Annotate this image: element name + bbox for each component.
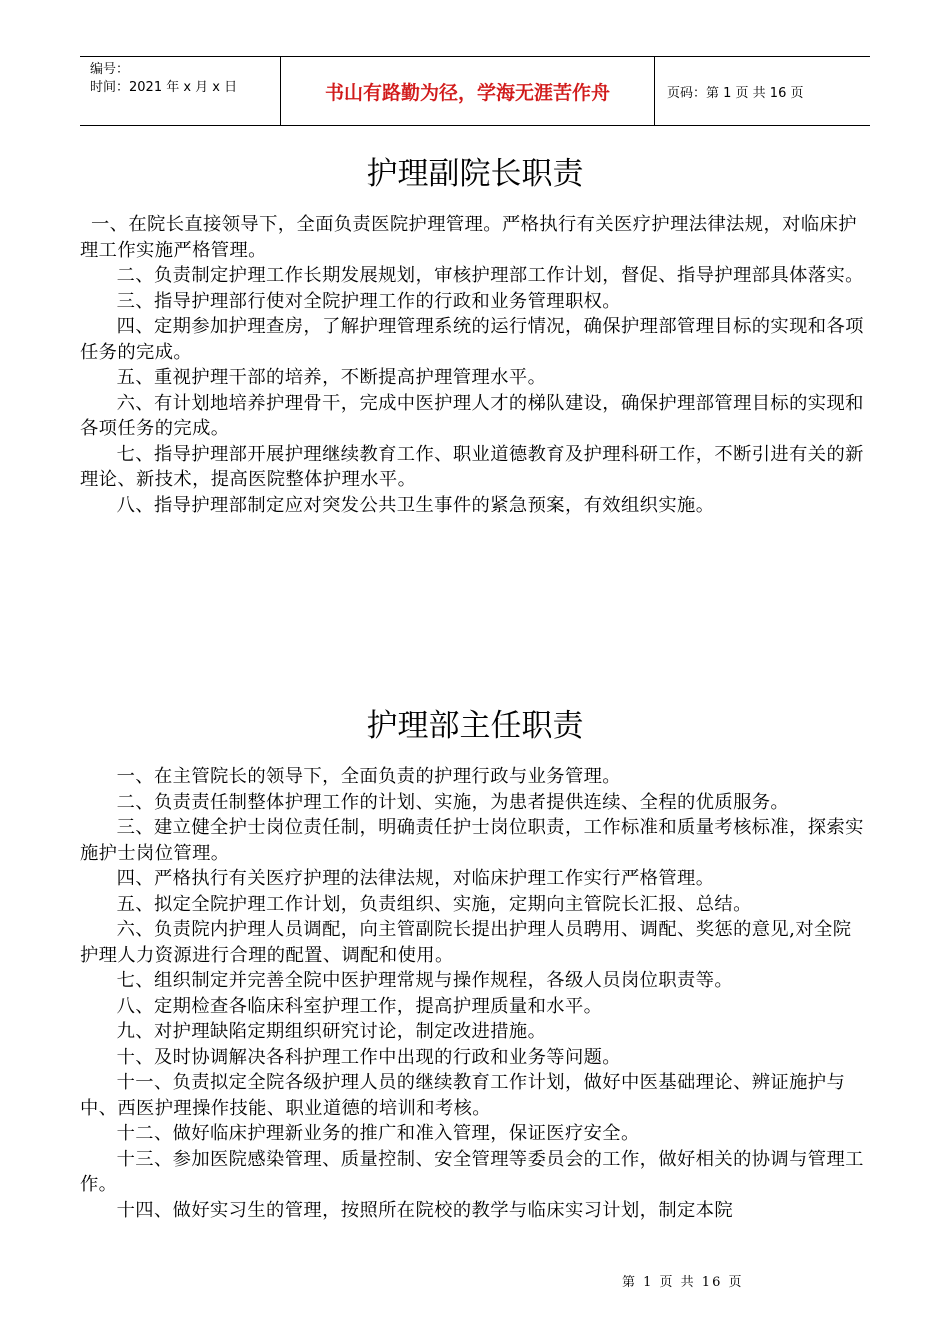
duty-paragraph: 四、严格执行有关医疗护理的法律法规，对临床护理工作实行严格管理。: [116, 868, 715, 889]
duty-paragraph: 五、重视护理干部的培养，不断提高护理管理水平。: [116, 367, 547, 388]
duty-paragraph: 十一、负责拟定全院各级护理人员的继续教育工作计划，做好中医基础理论、辨证施护与中、西医护理操作技能、职业道德的培训和考核。: [80, 1072, 846, 1119]
duty-paragraph: 七、组织制定并完善全院中医护理常规与操作规程，各级人员岗位职责等。: [116, 970, 734, 991]
duty-paragraph: 七、指导护理部开展护理继续教育工作、职业道德教育及护理科研工作，不断引进有关的新理论、新技术，提高医院整体护理水平。: [80, 443, 864, 490]
duty-paragraph: 八、定期检查各临床科室护理工作，提高护理质量和水平。: [116, 995, 603, 1017]
duty-paragraph: 九、对护理缺陷定期组织研究讨论，制定改进措施。: [116, 1021, 547, 1042]
section-title-nursing-director: 护理部主任职责: [366, 708, 584, 744]
page-footer: 第 1 页 共 16 页: [622, 1275, 744, 1290]
duty-paragraph: 一、在主管院长的领导下，全面负责的护理行政与业务管理。: [116, 766, 621, 787]
duty-paragraph: 五、拟定全院护理工作计划，负责组织、实施，定期向主管院长汇报、总结。: [116, 893, 752, 915]
duty-paragraph: 三、指导护理部行使对全院护理工作的行政和业务管理职权。: [116, 290, 621, 312]
document-header: [80, 56, 870, 126]
duty-paragraph: 四、定期参加护理查房，了解护理管理系统的运行情况，确保护理部管理目标的实现和各项任务的完成。: [80, 316, 864, 363]
duty-paragraph: 一、在院长直接领导下，全面负责医院护理管理。严格执行有关医疗护理法律法规，对临床护理工作实施严格管理。: [80, 214, 857, 261]
duty-paragraph: 十四、做好实习生的管理，按照所在院校的教学与临床实习计划，制定本院: [116, 1199, 734, 1221]
document-number: 编号：: [90, 62, 130, 77]
duty-paragraph: 六、有计划地培养护理骨干，完成中医护理人才的梯队建设，确保护理部管理目标的实现和各项任务的完成。: [80, 392, 864, 439]
duty-paragraph: 十、及时协调解决各科护理工作中出现的行政和业务等问题。: [116, 1046, 621, 1068]
duty-paragraph: 十二、做好临床护理新业务的推广和准入管理，保证医疗安全。: [116, 1123, 640, 1144]
duty-paragraph: 三、建立健全护士岗位责任制，明确责任护士岗位职责，工作标准和质量考核标准，探索实施护士岗位管理。: [80, 817, 864, 864]
header-meta: [80, 57, 281, 125]
header-motto: 书山有路勤为径，学海无涯苦作舟: [281, 57, 655, 125]
duty-paragraph: 六、负责院内护理人员调配，向主管副院长提出护理人员聘用、调配、奖惩的意见,对全院护理人力资源进行合理的配置、调配和使用。: [80, 919, 852, 966]
duty-paragraph: 二、负责责任制整体护理工作的计划、实施，为患者提供连续、全程的优质服务。: [116, 791, 790, 813]
duty-paragraph: 十三、参加医院感染管理、质量控制、安全管理等委员会的工作，做好相关的协调与管理工作。: [80, 1148, 864, 1195]
section-title-vice-president: 护理副院长职责: [366, 156, 584, 192]
header-page-info: 页码：第 1 页 共 16 页: [667, 85, 804, 101]
section-nursing-director-duties: [80, 764, 870, 1223]
duty-paragraph: 二、负责制定护理工作长期发展规划，审核护理部工作计划，督促、指导护理部具体落实。: [116, 265, 864, 286]
document-date: 时间：2021 年 x 月 x 日: [90, 80, 238, 95]
duty-paragraph: 八、指导护理部制定应对突发公共卫生事件的紧急预案，有效组织实施。: [116, 494, 715, 516]
section-vice-president-duties: [80, 212, 870, 518]
